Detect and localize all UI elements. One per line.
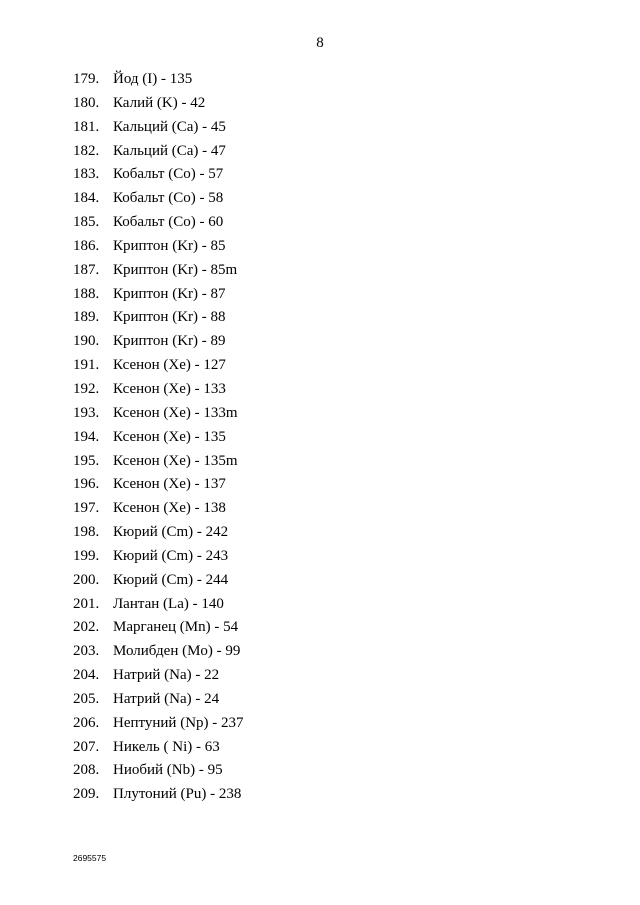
list-item-text: Йод (I) - 135 [113, 71, 193, 87]
list-item [73, 330, 244, 354]
list-item-number: 182. [73, 142, 100, 159]
list-item-text: Кюрий (Cm) - 243 [113, 547, 229, 564]
list-item-number: 199. [73, 547, 100, 564]
list-item [73, 259, 244, 283]
list-item [73, 235, 244, 259]
list-item-text: Ксенон (Xe) - 133 [113, 380, 226, 397]
list-item-number: 180. [73, 94, 100, 111]
list-item-text: Криптон (Kr) - 85 [113, 237, 226, 254]
document-id: 2695575 [73, 853, 107, 863]
list-item-number: 201. [73, 595, 100, 612]
list-item-text: Ксенон (Xe) - 138 [113, 500, 226, 517]
list-item [73, 497, 244, 521]
list-item [73, 640, 244, 664]
list-item [73, 163, 244, 187]
list-item [73, 783, 244, 807]
list-item-number: 190. [73, 333, 100, 350]
list-item-number: 204. [73, 667, 100, 684]
list-item-text: Натрий (Na) - 22 [113, 667, 220, 684]
list-item [73, 521, 244, 545]
list-item-text: Криптон (Kr) - 85m [113, 261, 238, 278]
list-item-number: 187. [73, 261, 100, 278]
list-item-number: 207. [73, 738, 100, 755]
list-item-text: Ксенон (Xe) - 133m [113, 404, 238, 421]
list-item-text: Марганец (Mn) - 54 [113, 619, 239, 636]
list-item-text: Криптон (Kr) - 87 [113, 285, 226, 302]
list-item [73, 283, 244, 307]
list-item-text: Ксенон (Xe) - 135m [113, 452, 238, 469]
list-item-number: 200. [73, 571, 100, 588]
list-item-number: 198. [73, 524, 100, 541]
list-item-number: 195. [73, 452, 100, 469]
list-item-number: 188. [73, 285, 100, 302]
list-item [73, 569, 244, 593]
list-item-number: 208. [73, 762, 100, 779]
list-item-number: 184. [73, 190, 100, 207]
list-item-number: 202. [73, 619, 100, 636]
list-item-text: Кюрий (Cm) - 242 [113, 524, 229, 541]
list-item-number: 179. [73, 71, 100, 87]
list-item [73, 712, 244, 736]
list-item-text: Криптон (Kr) - 89 [113, 333, 226, 350]
list-item [73, 92, 244, 116]
list-item [73, 68, 244, 92]
list-item-number: 196. [73, 476, 100, 493]
list-item-text: Натрий (Na) - 24 [113, 690, 220, 707]
list-item-number: 181. [73, 118, 100, 135]
list-item [73, 426, 244, 450]
list-item-text: Кюрий (Cm) - 244 [113, 571, 229, 588]
list-item-number: 209. [73, 786, 100, 803]
list-item [73, 140, 244, 164]
list-item-text: Плутоний (Pu) - 238 [113, 786, 242, 803]
list-item-number: 186. [73, 237, 100, 254]
list-item [73, 593, 244, 617]
list-item-text: Кобальт (Co) - 58 [113, 190, 224, 207]
list-item-text: Ниобий (Nb) - 95 [113, 762, 223, 779]
list-item-text: Ксенон (Xe) - 127 [113, 357, 226, 374]
list-item-number: 197. [73, 500, 100, 517]
list-item-text: Нептуний (Np) - 237 [113, 714, 244, 731]
list-item-number: 206. [73, 714, 100, 731]
list-item-number: 193. [73, 404, 100, 421]
list-item-text: Никель ( Ni) - 63 [113, 738, 220, 755]
list-item [73, 473, 244, 497]
list-item-text: Калий (K) - 42 [113, 94, 206, 111]
list-item-number: 191. [73, 357, 100, 374]
list-item [73, 759, 244, 783]
list-item [73, 545, 244, 569]
list-item-text: Кобальт (Co) - 57 [113, 166, 224, 183]
list-item-text: Ксенон (Xe) - 135 [113, 428, 226, 445]
list-item [73, 616, 244, 640]
nuclide-list [73, 68, 244, 807]
list-item-number: 194. [73, 428, 100, 445]
list-item [73, 450, 244, 474]
list-item [73, 688, 244, 712]
list-item [73, 664, 244, 688]
list-item-number: 203. [73, 643, 100, 660]
list-item [73, 736, 244, 760]
list-item-text: Ксенон (Xe) - 137 [113, 476, 226, 493]
list-item-number: 205. [73, 690, 100, 707]
list-item [73, 116, 244, 140]
page-number: 8 [316, 35, 324, 51]
list-item-number: 183. [73, 166, 100, 183]
list-item-text: Лантан (La) - 140 [113, 595, 224, 612]
list-item [73, 402, 244, 426]
list-item-text: Криптон (Kr) - 88 [113, 309, 226, 326]
list-item [73, 211, 244, 235]
list-item [73, 378, 244, 402]
list-item [73, 354, 244, 378]
list-item [73, 187, 244, 211]
list-item-text: Кальций (Ca) - 45 [113, 118, 226, 135]
list-item-number: 192. [73, 380, 100, 397]
list-item-number: 189. [73, 309, 100, 326]
list-item-text: Молибден (Mo) - 99 [113, 643, 241, 660]
list-item-text: Кальций (Ca) - 47 [113, 142, 226, 159]
list-item [73, 306, 244, 330]
list-item-number: 185. [73, 214, 100, 231]
list-item-text: Кобальт (Co) - 60 [113, 214, 224, 231]
